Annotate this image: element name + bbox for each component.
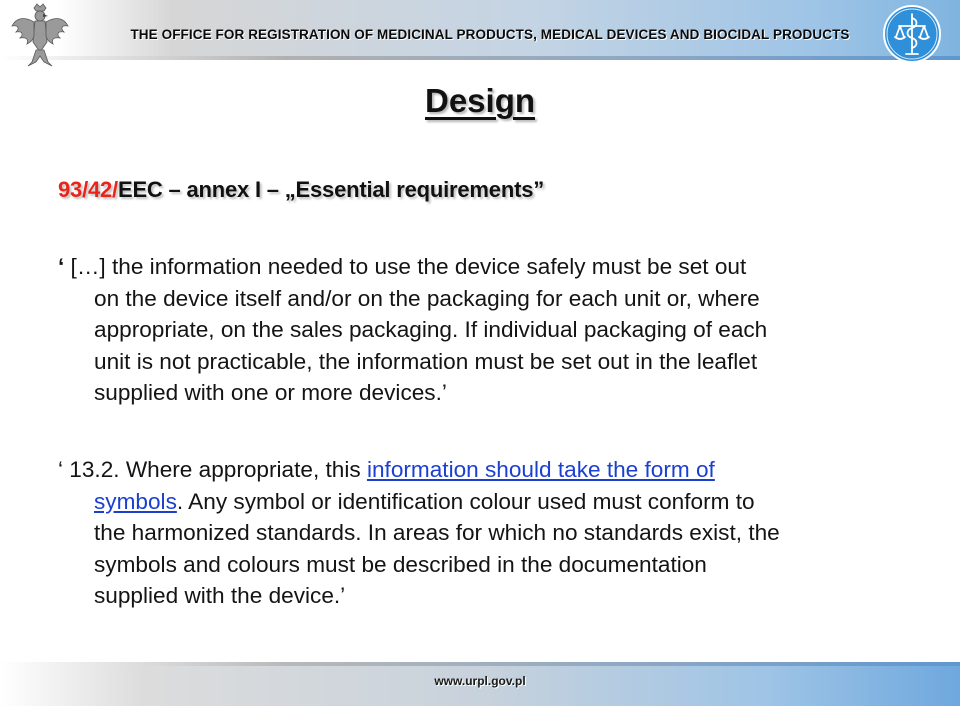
paragraph-line: supplied with one or more devices.’ bbox=[94, 380, 447, 405]
quote-paragraph-2 bbox=[58, 454, 920, 612]
directive-subtitle bbox=[58, 177, 544, 203]
paragraph-line bbox=[58, 454, 920, 486]
paragraph-line bbox=[58, 251, 920, 283]
paragraph-line: symbols and colours must be described in the documentation bbox=[94, 551, 707, 577]
header-title: THE OFFICE FOR REGISTRATION OF MEDICINAL PRODUCTS, MEDICAL DEVICES AND BIOCIDAL PRODUCTS bbox=[130, 27, 850, 42]
paragraph-line: supplied with the device.’ bbox=[94, 583, 346, 608]
symbols-link[interactable]: information should take the form of bbox=[366, 457, 715, 482]
paragraph-text: . Any symbol or identification colour used must conform to bbox=[176, 488, 755, 514]
paragraph-text: […] the information needed to use the device safely must be set out bbox=[64, 254, 747, 279]
slide-title: Design bbox=[424, 82, 536, 119]
paragraph-line: the harmonized standards. In areas for which no standards exist, the bbox=[94, 520, 780, 545]
opening-quote: ‘ bbox=[58, 254, 65, 279]
paragraph-line: on the device itself and/or on the packaging for each unit or, where bbox=[94, 285, 760, 311]
footer-url[interactable]: www.urpl.gov.pl bbox=[434, 674, 526, 688]
paragraph-text: ‘ 13.2. Where appropriate, this bbox=[58, 457, 367, 482]
symbols-link[interactable]: symbols bbox=[94, 488, 177, 514]
paragraph-line bbox=[58, 486, 920, 518]
directive-number: 93/42/ bbox=[58, 177, 118, 202]
quote-paragraph-1 bbox=[58, 251, 920, 409]
caduceus-seal-icon bbox=[882, 4, 942, 64]
directive-annex-label: EEC – annex I – „Essential requirements” bbox=[117, 177, 545, 202]
paragraph-line: appropriate, on the sales packaging. If individual packaging of each bbox=[94, 317, 768, 342]
paragraph-line: unit is not practicable, the information must be set out in the leaflet bbox=[94, 348, 758, 374]
